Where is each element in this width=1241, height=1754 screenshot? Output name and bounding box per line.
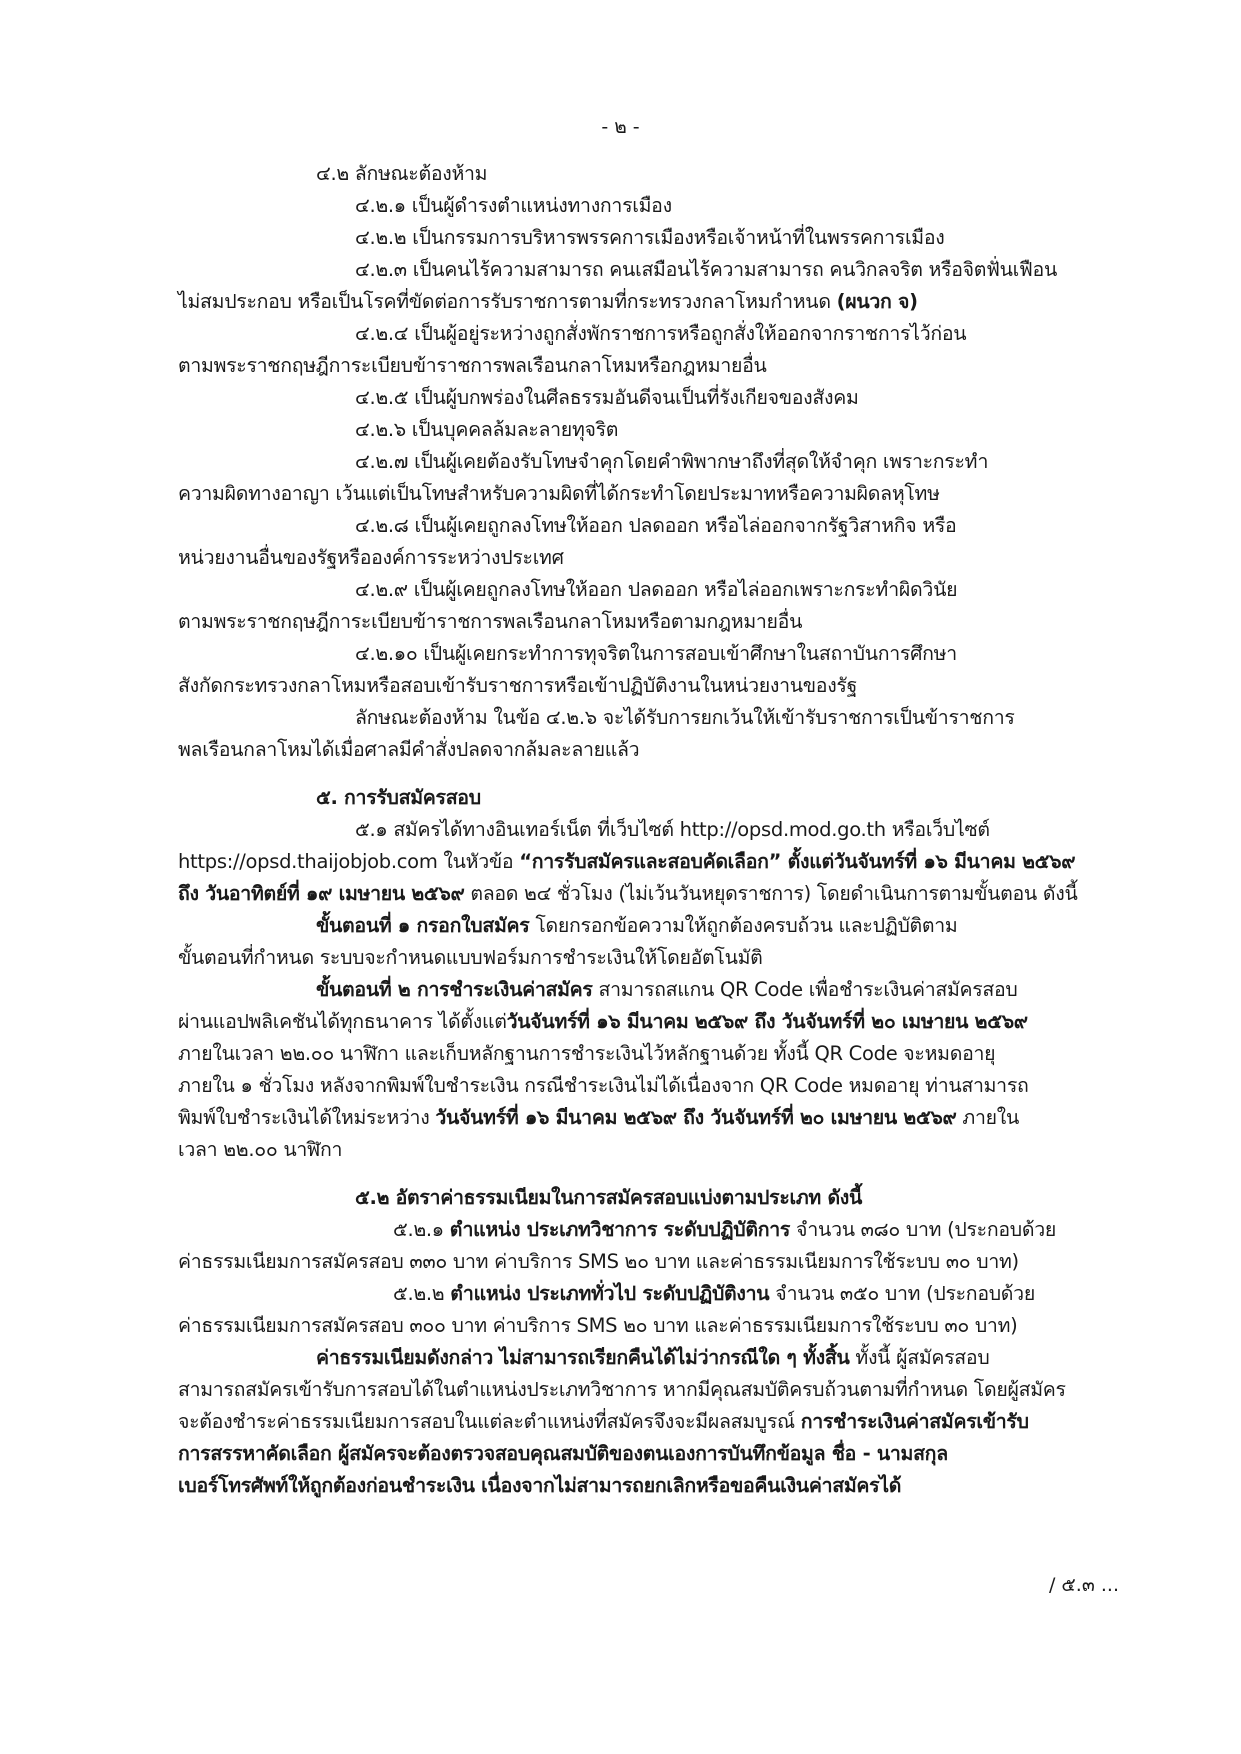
fee-note-line1: ค่าธรรมเนียมดังกล่าว ไม่สามารถเรียกคืนได้ไม่ว่ากรณีใด ๆ ทั้งสิ้น ทั้งนี้ ผู้สมัครสอบ [316, 1346, 990, 1369]
fee-note-line4: การสรรหาคัดเลือก ผู้สมัครจะต้องตรวจสอบคุณสมบัติของตนเองการบันทึกข้อมูล ชื่อ - นามสกุล [178, 1442, 948, 1465]
page-number: - ๒ - [601, 116, 640, 138]
step-2-line5: พิมพ์ใบชำระเงินได้ใหม่ระหว่าง วันจันทร์ที่ ๑๖ มีนาคม ๒๕๖๙ ถึง วันจันทร์ที่ ๒๐ เมษายน ๒๕๖๙ ภายใน [178, 1106, 1019, 1129]
item-4-2-3: ๔.๒.๓ เป็นคนไร้ความสามารถ คนเสมือนไร้ความสามารถ คนวิกลจริต หรือจิตฟั่นเฟือน [355, 258, 1057, 281]
item-4-2-3-cont: ไม่สมประกอบ หรือเป็นโรคที่ขัดต่อการรับราชการตามที่กระทรวงกลาโหมกำหนด (ผนวก จ) [178, 290, 918, 313]
section-4-2-heading: ๔.๒ ลักษณะต้องห้าม [316, 162, 488, 185]
item-4-2-4-cont: ตามพระราชกฤษฎีการะเบียบข้าราชการพลเรือนกลาโหมหรือกฎหมายอื่น [178, 354, 767, 377]
section-5-1-line1: ๕.๑ สมัครได้ทางอินเทอร์เน็ต ที่เว็บไซต์ http://opsd.mod.go.th หรือเว็บไซต์ [355, 818, 990, 841]
item-4-2-8-cont: หน่วยงานอื่นของรัฐหรือองค์การระหว่างประเทศ [178, 546, 564, 569]
section-4-2-note-cont: พลเรือนกลาโหมได้เมื่อศาลมีคำสั่งปลดจากล้มละลายแล้ว [178, 738, 640, 761]
section-5-1-line2: https://opsd.thaijobjob.com ในหัวข้อ “การรับสมัครและสอบคัดเลือก” ตั้งแต่วันจันทร์ที่ ๑๖ มีนาคม ๒๕๖๙ [178, 850, 1076, 873]
item-5-2-1-cont: ค่าธรรมเนียมการสมัครสอบ ๓๓๐ บาท ค่าบริการ SMS ๒๐ บาท และค่าธรรมเนียมการใช้ระบบ ๓๐ บาท) [178, 1250, 1019, 1273]
item-4-2-2: ๔.๒.๒ เป็นกรรมการบริหารพรรคการเมืองหรือเจ้าหน้าที่ในพรรคการเมือง [355, 226, 945, 249]
step-1-cont: ขั้นตอนที่กำหนด ระบบจะกำหนดแบบฟอร์มการชำระเงินให้โดยอัตโนมัติ [178, 946, 763, 969]
item-4-2-6: ๔.๒.๖ เป็นบุคคลล้มละลายทุจริต [355, 418, 619, 441]
item-4-2-7: ๔.๒.๗ เป็นผู้เคยต้องรับโทษจำคุกโดยคำพิพากษาถึงที่สุดให้จำคุก เพราะกระทำ [355, 450, 989, 473]
item-5-2-2-cont: ค่าธรรมเนียมการสมัครสอบ ๓๐๐ บาท ค่าบริการ SMS ๒๐ บาท และค่าธรรมเนียมการใช้ระบบ ๓๐ บาท) [178, 1314, 1018, 1337]
fee-note-line3: จะต้องชำระค่าธรรมเนียมการสอบในแต่ละตำแหน่งที่สมัครจึงจะมีผลสมบูรณ์ การชำระเงินค่าสมัครเข้ารับ [178, 1410, 1029, 1433]
item-4-2-8: ๔.๒.๘ เป็นผู้เคยถูกลงโทษให้ออก ปลดออก หรือไล่ออกจากรัฐวิสาหกิจ หรือ [355, 514, 957, 537]
item-4-2-5: ๔.๒.๕ เป็นผู้บกพร่องในศีลธรรมอันดีจนเป็นที่รังเกียจของสังคม [355, 386, 859, 409]
item-4-2-10-cont: สังกัดกระทรวงกลาโหมหรือสอบเข้ารับราชการหรือเข้าปฏิบัติงานในหน่วยงานของรัฐ [178, 674, 858, 697]
item-4-2-9-cont: ตามพระราชกฤษฎีการะเบียบข้าราชการพลเรือนกลาโหมหรือตามกฎหมายอื่น [178, 610, 803, 633]
item-4-2-7-cont: ความผิดทางอาญา เว้นแต่เป็นโทษสำหรับความผิดที่ได้กระทำโดยประมาทหรือความผิดลหุโทษ [178, 482, 940, 505]
section-5-1-line3: ถึง วันอาทิตย์ที่ ๑๙ เมษายน ๒๕๖๙ ตลอด ๒๔ ชั่วโมง (ไม่เว้นวันหยุดราชการ) โดยดำเนินการตามขั้นตอน ดังนี้ [178, 882, 1078, 905]
section-5-2-heading: ๕.๒ อัตราค่าธรรมเนียมในการสมัครสอบแบ่งตามประเภท ดังนี้ [355, 1186, 863, 1209]
continuation-marker: / ๕.๓ ... [1048, 1574, 1119, 1596]
item-5-2-1: ๕.๒.๑ ตำแหน่ง ประเภทวิชาการ ระดับปฏิบัติการ จำนวน ๓๘๐ บาท (ประกอบด้วย [393, 1218, 1056, 1241]
fee-note-line2: สามารถสมัครเข้ารับการสอบได้ในตำแหน่งประเภทวิชาการ หากมีคุณสมบัติครบถ้วนตามที่กำหนด โดยผู้สมัคร [178, 1378, 1066, 1401]
section-4-2-note: ลักษณะต้องห้าม ในข้อ ๔.๒.๖ จะได้รับการยกเว้นให้เข้ารับราชการเป็นข้าราชการ [355, 706, 1015, 729]
item-4-2-10: ๔.๒.๑๐ เป็นผู้เคยกระทำการทุจริตในการสอบเข้าศึกษาในสถาบันการศึกษา [355, 642, 957, 665]
step-2-line6: เวลา ๒๒.๐๐ นาฬิกา [178, 1138, 343, 1161]
step-2-line2: ผ่านแอปพลิเคชันได้ทุกธนาคาร ได้ตั้งแต่วันจันทร์ที่ ๑๖ มีนาคม ๒๕๖๙ ถึง วันจันทร์ที่ ๒๐ เมษายน ๒๕๖๙ [178, 1010, 1028, 1033]
section-5-heading: ๕. การรับสมัครสอบ [316, 786, 481, 809]
fee-note-line5: เบอร์โทรศัพท์ให้ถูกต้องก่อนชำระเงิน เนื่องจากไม่สามารถยกเลิกหรือขอคืนเงินค่าสมัครได้ [178, 1474, 902, 1497]
step-2-line4: ภายใน ๑ ชั่วโมง หลังจากพิมพ์ใบชำระเงิน กรณีชำระเงินไม่ได้เนื่องจาก QR Code หมดอายุ ท่านสามารถ [178, 1074, 1029, 1097]
step-2: ขั้นตอนที่ ๒ การชำระเงินค่าสมัคร สามารถสแกน QR Code เพื่อชำระเงินค่าสมัครสอบ [316, 978, 1018, 1001]
item-4-2-4: ๔.๒.๔ เป็นผู้อยู่ระหว่างถูกสั่งพักราชการหรือถูกสั่งให้ออกจากราชการไว้ก่อน [355, 322, 967, 345]
step-1: ขั้นตอนที่ ๑ กรอกใบสมัคร โดยกรอกข้อความให้ถูกต้องครบถ้วน และปฏิบัติตาม [316, 914, 958, 937]
item-4-2-9: ๔.๒.๙ เป็นผู้เคยถูกลงโทษให้ออก ปลดออก หรือไล่ออกเพราะกระทำผิดวินัย [355, 578, 958, 601]
item-4-2-1: ๔.๒.๑ เป็นผู้ดำรงตำแหน่งทางการเมือง [355, 194, 672, 217]
item-5-2-2: ๕.๒.๒ ตำแหน่ง ประเภททั่วไป ระดับปฏิบัติงาน จำนวน ๓๕๐ บาท (ประกอบด้วย [393, 1282, 1035, 1305]
step-2-line3: ภายในเวลา ๒๒.๐๐ นาฬิกา และเก็บหลักฐานการชำระเงินไว้หลักฐานด้วย ทั้งนี้ QR Code จะหมดอายุ [178, 1042, 996, 1065]
